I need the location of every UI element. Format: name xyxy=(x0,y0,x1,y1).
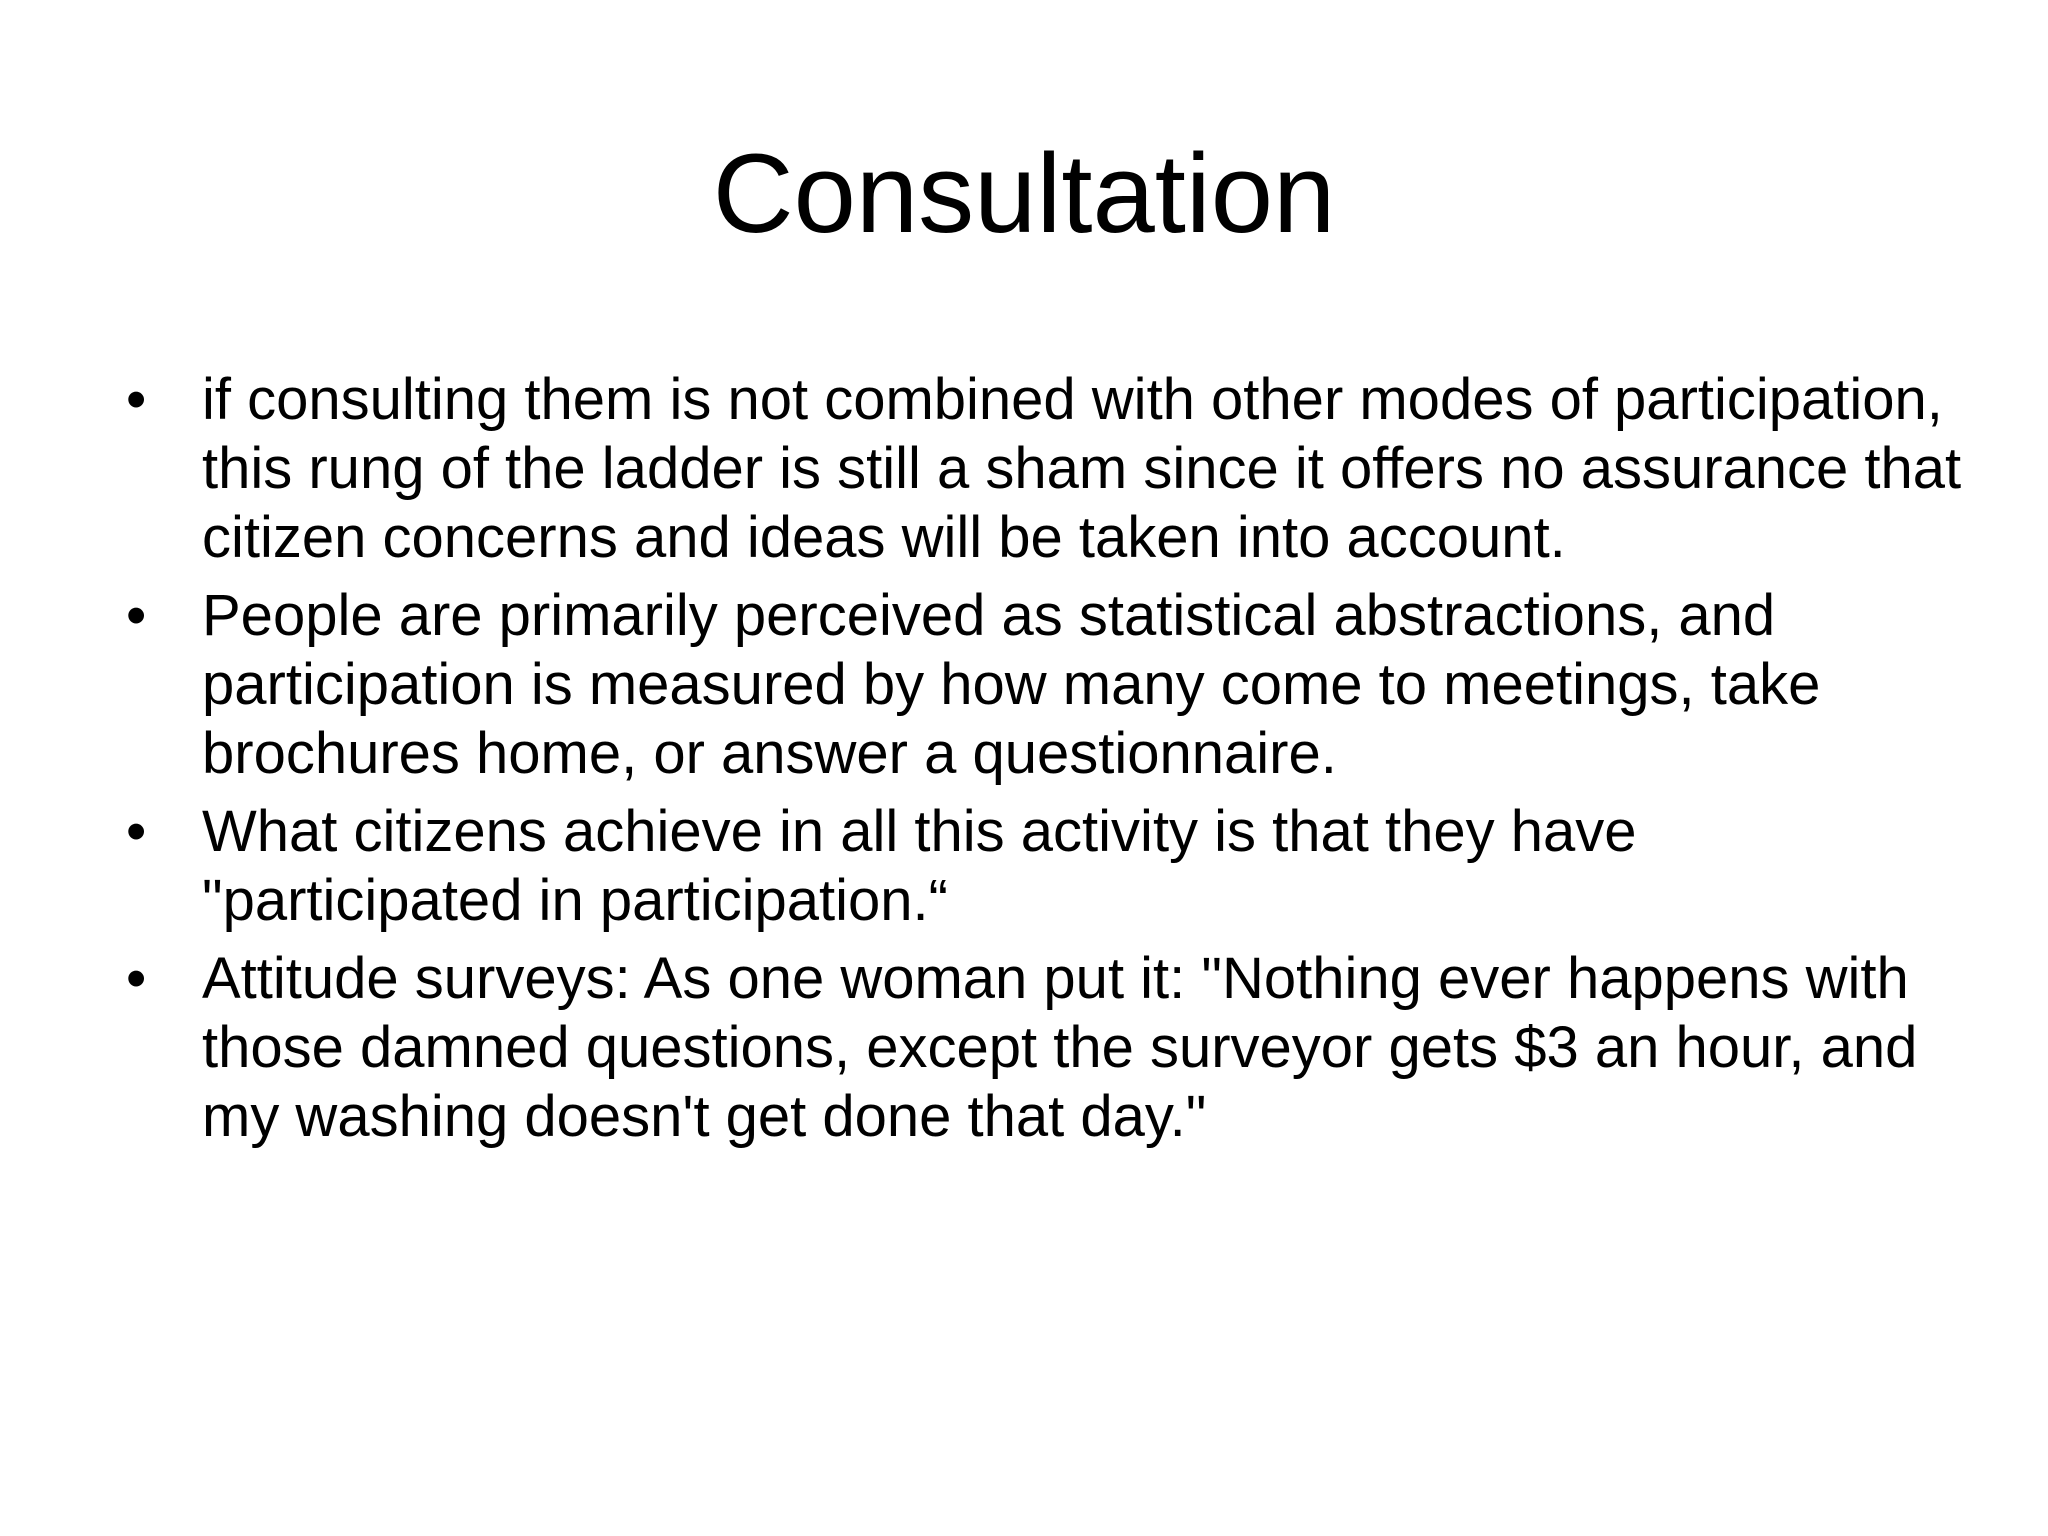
bullet-item xyxy=(122,797,1962,935)
slide-title: Consultation xyxy=(712,131,1336,256)
bullet-marker-icon: • xyxy=(126,946,147,1011)
bullet-list xyxy=(122,365,1962,1160)
bullet-text: Attitude surveys: As one woman put it: "Nothing ever happens with those damned questions, except the surveyor gets $3 an hour, and my washing doesn't get done that day." xyxy=(202,946,1918,1149)
bullet-item xyxy=(122,944,1962,1151)
bullet-marker-icon: • xyxy=(126,799,147,864)
bullet-marker-icon: • xyxy=(126,367,147,432)
bullet-marker-icon: • xyxy=(126,583,147,648)
bullet-text: What citizens achieve in all this activity is that they have "participated in participation.“ xyxy=(202,799,1637,933)
bullet-text: People are primarily perceived as statistical abstractions, and participation is measured by how many come to meetings, take brochures home, or answer a questionnaire. xyxy=(202,583,1821,786)
bullet-item xyxy=(122,581,1962,788)
bullet-text: if consulting them is not combined with other modes of participation, this rung of the ladder is still a sham since it offers no assurance that citizen concerns and ideas will be taken into account. xyxy=(202,367,1962,570)
bullet-item xyxy=(122,365,1962,572)
